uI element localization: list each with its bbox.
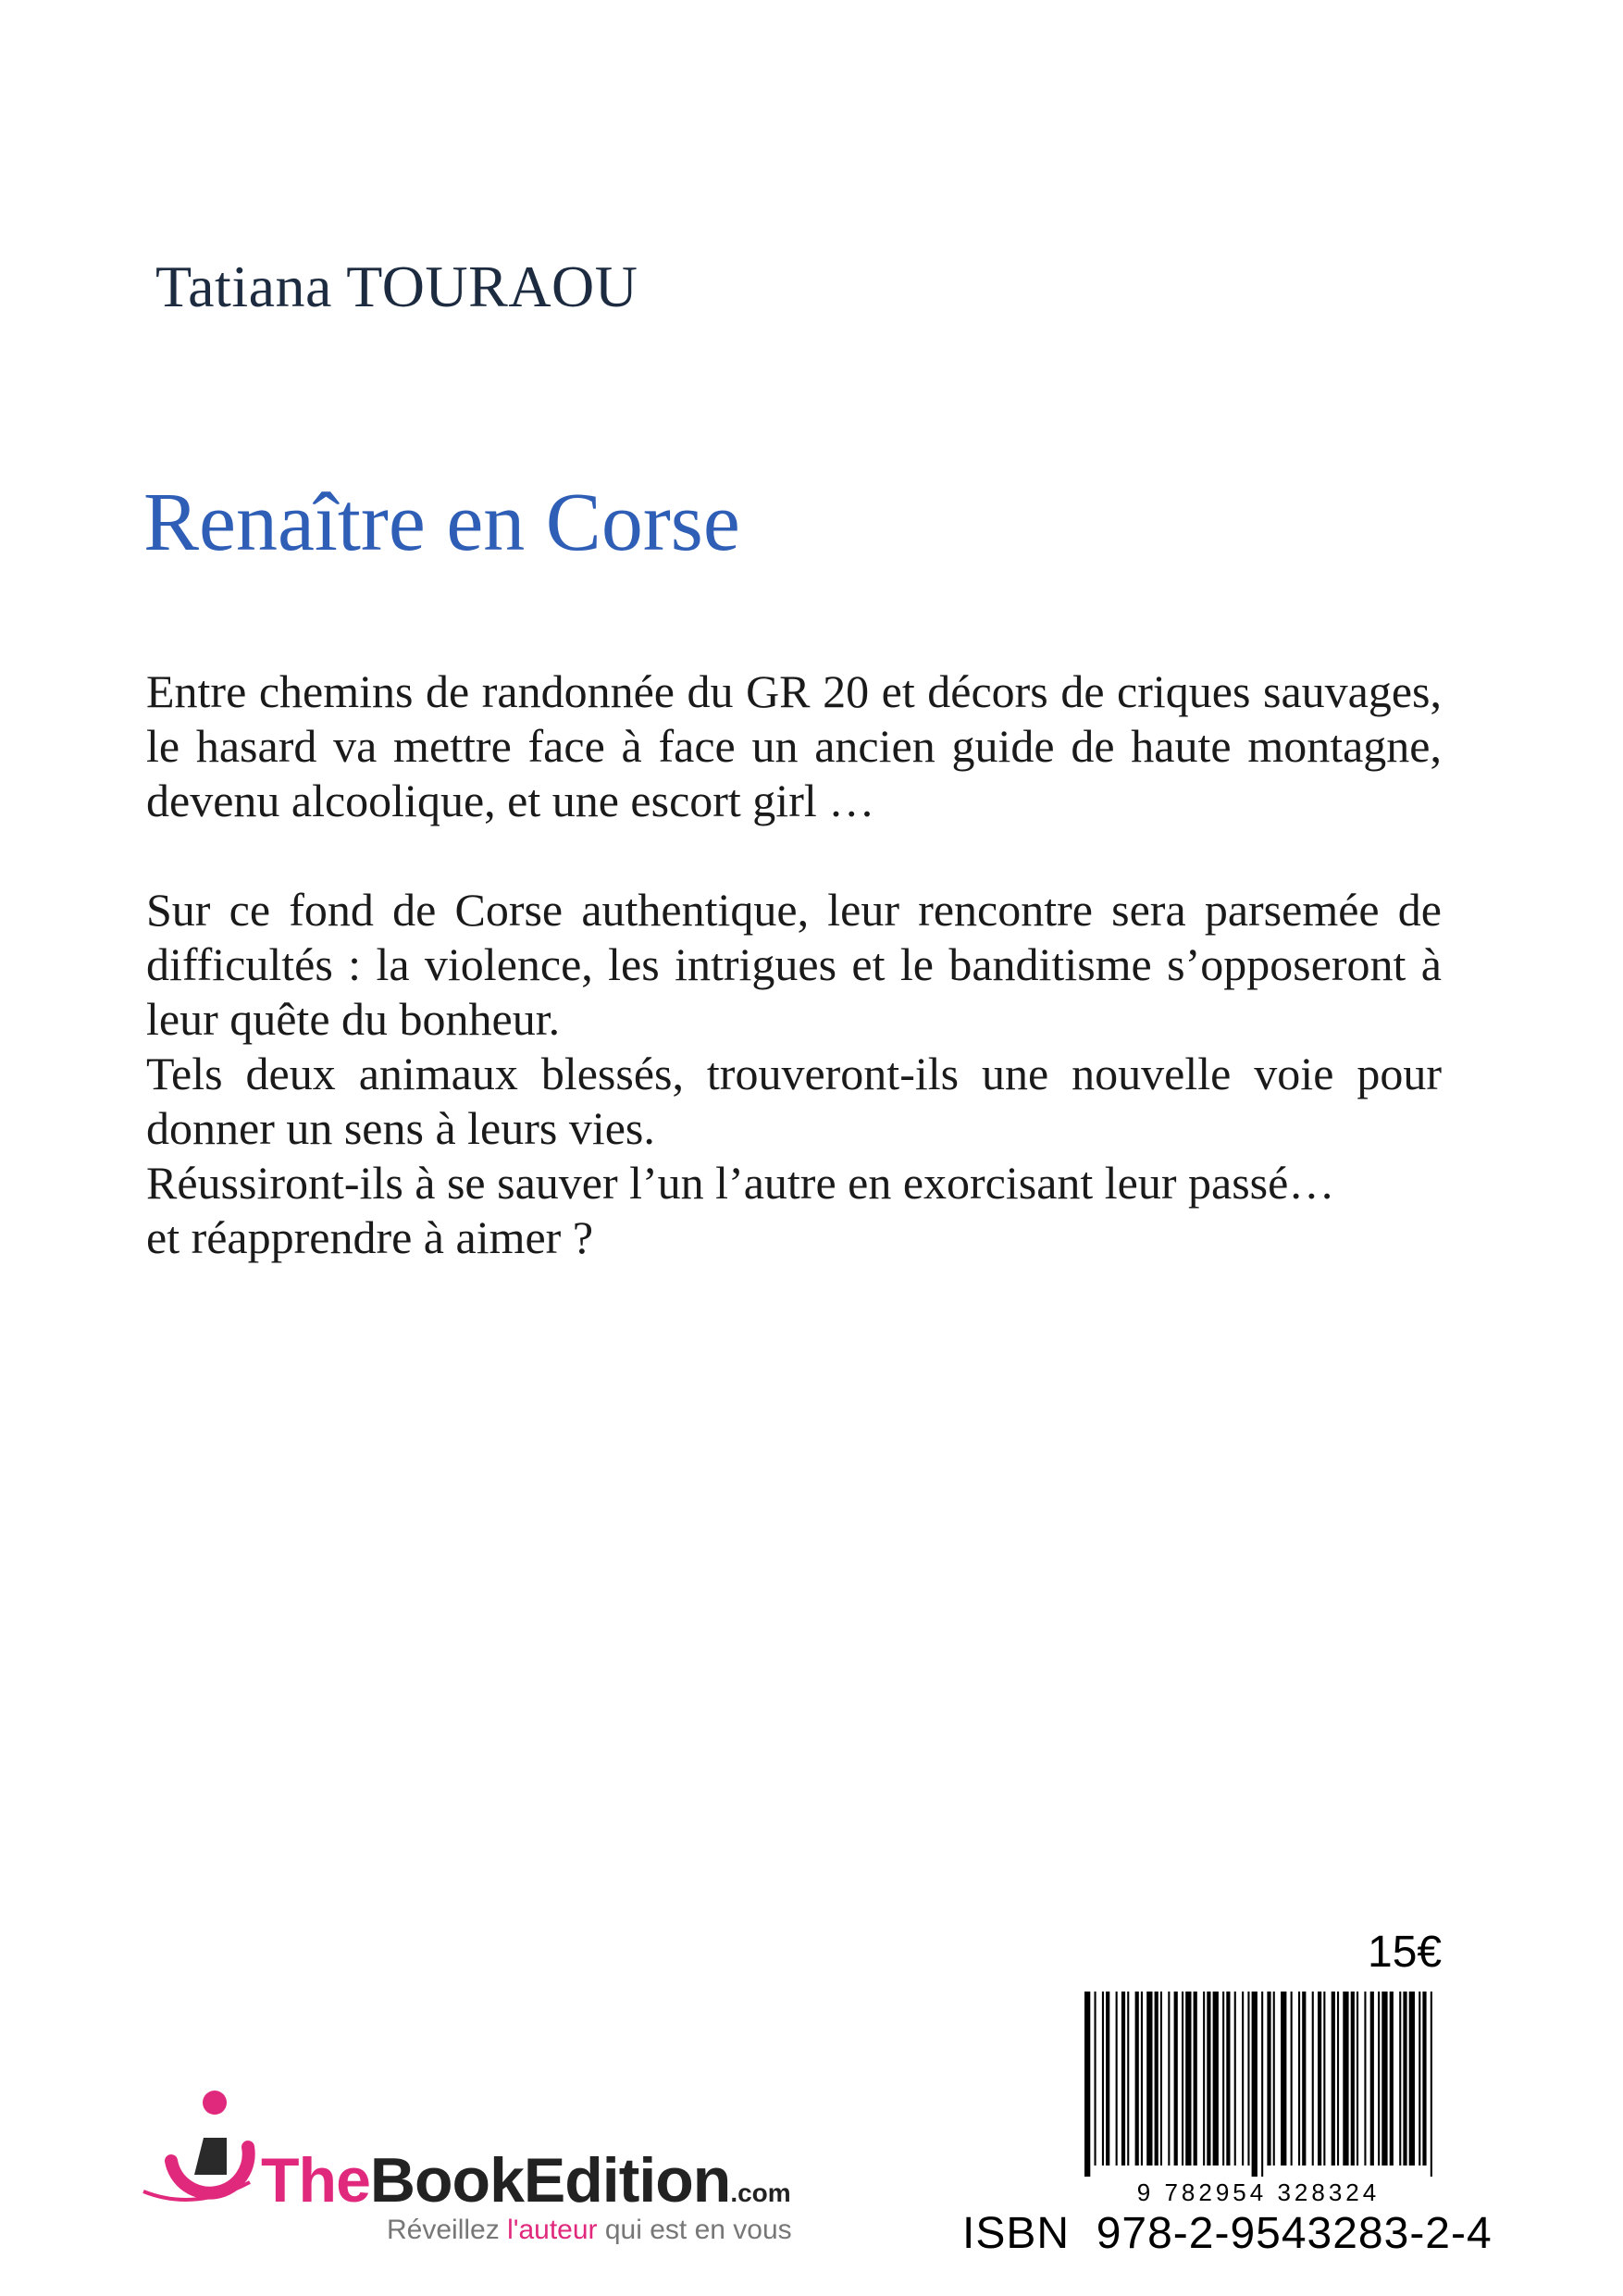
publisher-logo xyxy=(139,2082,879,2249)
barcode-bar xyxy=(1370,1992,1374,2166)
barcode-bar xyxy=(1207,1992,1210,2166)
person-circle-logo-icon xyxy=(139,2082,264,2221)
barcode-bar xyxy=(1351,1992,1355,2166)
barcode-bar xyxy=(1267,1992,1270,2166)
barcode-bar xyxy=(1226,1992,1230,2166)
barcode-bar xyxy=(1247,1992,1249,2166)
barcode-bar xyxy=(1298,1992,1300,2166)
publisher-tagline: Réveillez l'auteur qui est en vous xyxy=(387,2215,792,2245)
barcode-bar xyxy=(1332,1992,1335,2166)
barcode-bar xyxy=(1185,1992,1191,2166)
barcode-bar xyxy=(1102,1992,1104,2166)
barcode-bar xyxy=(1403,1992,1406,2166)
barcode-bar xyxy=(1318,1992,1321,2166)
barcode-bar xyxy=(1409,1992,1415,2166)
barcode-bar xyxy=(1291,1992,1293,2166)
barcode-bar xyxy=(1127,1992,1129,2166)
barcode-bar xyxy=(1302,1992,1306,2166)
barcode-bar xyxy=(1261,1992,1263,2177)
blurb-paragraph-1: Entre chemins de randonnée du GR 20 et décors de criques sauvages, le hasard va mettre face à face un ancien guide de haute montagne, devenu alcoolique, et une escort girl … xyxy=(146,665,1442,826)
barcode-bar xyxy=(1431,1992,1432,2177)
barcode-bar xyxy=(1252,1992,1258,2177)
isbn-label: ISBN 978-2-9543283-2-4 xyxy=(962,2209,1493,2258)
barcode-bar xyxy=(1222,1992,1224,2166)
publisher-wordmark: TheBookEdition.com xyxy=(261,2145,791,2215)
barcode-bar xyxy=(1390,1992,1394,2166)
blurb-paragraph-2: Sur ce fond de Corse authentique, leur rencontre sera parsemée de difficultés : la violence, les intrigues et le banditisme s’opposeront à leur quête du bonheur. xyxy=(146,884,1442,1045)
back-cover-blurb xyxy=(146,664,1442,1265)
barcode-bar xyxy=(1141,1992,1143,2166)
barcode-bar xyxy=(1343,1992,1348,2166)
barcode-bar xyxy=(1146,1992,1152,2166)
barcode-bar xyxy=(1323,1992,1325,2166)
barcode xyxy=(1073,1992,1443,2204)
barcode-bar xyxy=(1234,1992,1236,2166)
barcode-bar xyxy=(1106,1992,1109,2166)
price-label: 15€ xyxy=(1368,1928,1443,1977)
barcode-bar xyxy=(1203,1992,1205,2166)
barcode-bar xyxy=(1399,1992,1401,2166)
barcode-bar xyxy=(1281,1992,1286,2166)
barcode-bar xyxy=(1084,1992,1090,2177)
book-title: Renaître en Corse xyxy=(143,477,740,568)
barcode-bar xyxy=(1116,1992,1118,2166)
author-name: Tatiana TOURAOU xyxy=(155,254,638,319)
barcode-bar xyxy=(1364,1992,1366,2166)
barcode-bar xyxy=(1422,1992,1426,2166)
barcode-bar xyxy=(1312,1992,1314,2166)
barcode-bar xyxy=(1095,1992,1096,2166)
barcode-bar xyxy=(1160,1992,1162,2166)
barcode-bar xyxy=(1381,1992,1387,2166)
barcode-bar xyxy=(1182,1992,1183,2166)
blurb-paragraph-5: et réapprendre à aimer ? xyxy=(146,1211,594,1263)
barcode-bar xyxy=(1168,1992,1170,2166)
barcode-digits: 9 782954 328324 xyxy=(1136,2178,1381,2204)
barcode-bar xyxy=(1419,1992,1420,2166)
barcode-bar xyxy=(1135,1992,1139,2166)
blurb-paragraph-3: Tels deux animaux blessés, trouveront-ils une nouvelle voie pour donner un sens à leurs vies. xyxy=(146,1048,1442,1154)
barcode-bar xyxy=(1121,1992,1125,2166)
barcode-bar xyxy=(1194,1992,1197,2166)
barcode-bar xyxy=(1174,1992,1178,2166)
barcode-bar xyxy=(1155,1992,1158,2166)
barcode-bar xyxy=(1273,1992,1275,2166)
barcode-bar xyxy=(1357,1992,1358,2166)
blurb-paragraph-4: Réussiront-ils à se sauver l’un l’autre en exorcisant leur passé… xyxy=(146,1157,1335,1209)
barcode-bar xyxy=(1337,1992,1339,2166)
barcode-bar xyxy=(1242,1992,1244,2166)
barcode-bar xyxy=(1213,1992,1219,2166)
barcode-bar xyxy=(1378,1992,1380,2166)
